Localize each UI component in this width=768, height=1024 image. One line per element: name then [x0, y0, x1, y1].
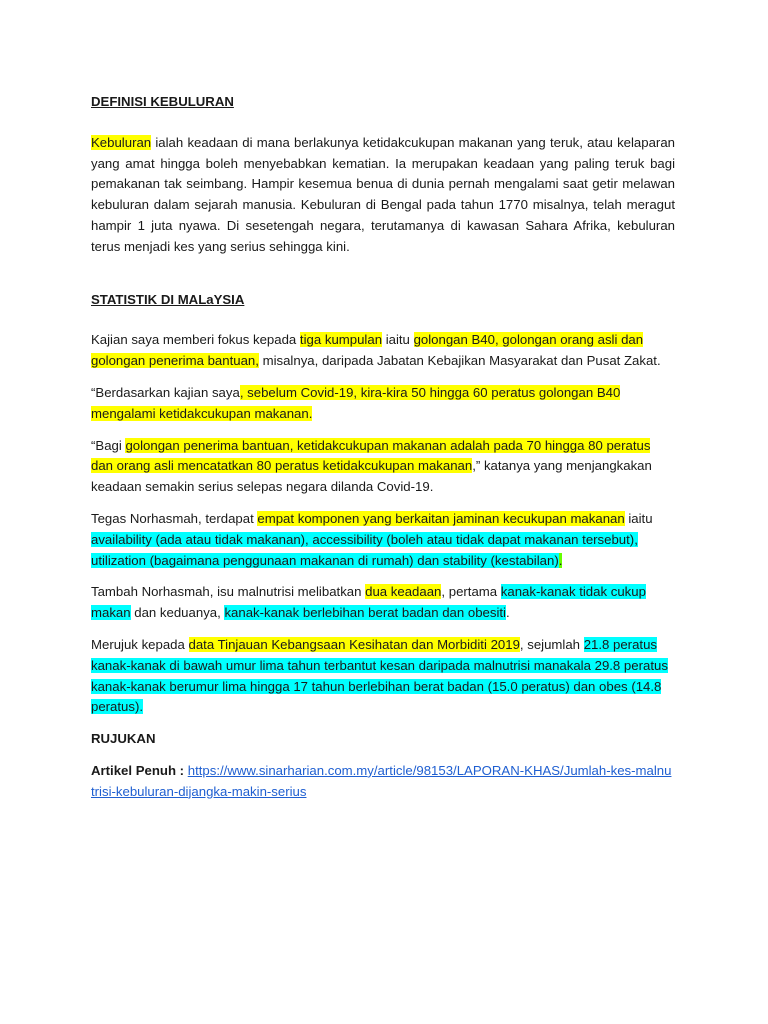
highlight-kebuluran: Kebuluran	[91, 134, 152, 150]
text-run: misalnya, daripada Jabatan Kebajikan Masyarakat dan Pusat Zakat.	[258, 353, 661, 369]
highlight-period: .	[558, 552, 563, 568]
paragraph-tinjauan	[91, 635, 675, 718]
text-run: ,” katanya yang menjangkakan keadaan semakin serius selepas negara dilanda Covid-19.	[91, 458, 652, 495]
heading-rujukan: RUJUKAN	[91, 731, 156, 747]
text-run: iaitu	[382, 332, 414, 348]
article-link[interactable]: https://www.sinarharian.com.my/article/98153/LAPORAN-KHAS/Jumlah-kes-malnutrisi-kebuluran-dijangka-makin-serius	[91, 762, 672, 799]
paragraph-text: ialah keadaan di mana berlakunya ketidakcukupan makanan yang teruk, atau kelaparan yang amat hingga boleh menyebabkan kematian. Ia merupakan keadaan yang paling teruk bagi pemakanan tak seimbang. Hampir kesemua benua di dunia pernah mengalami saat getir melawan kebuluran dalam sejarah manusia. Kebuluran di Bengal pada tahun 1770 misalnya, telah meragut hampir 1 juta nyawa. Di sesetengah negara, terutamanya di kawasan Sahara Afrika, kebuluran terus menjadi kes yang serius sehingga kini.	[91, 134, 675, 254]
highlight-obesiti: kanak-kanak berlebihan berat badan dan obesiti	[224, 605, 506, 621]
highlight-golongan: golongan B40, golongan orang asli dan golongan penerima bantuan,	[91, 332, 644, 369]
paragraph-malnutrisi	[91, 582, 675, 624]
paragraph-definisi	[91, 133, 675, 258]
highlight-tiga-kumpulan: tiga kumpulan	[299, 332, 383, 348]
text-run: .	[506, 605, 510, 621]
paragraph-komponen	[91, 509, 675, 571]
highlight-dua-keadaan: dua keadaan	[365, 584, 442, 600]
text-run: iaitu	[624, 510, 653, 526]
highlight-empat-komponen: empat komponen yang berkaitan jaminan kecukupan makanan	[257, 510, 625, 526]
highlight-b40: , sebelum Covid-19, kira-kira 50 hingga 60 peratus golongan B40 mengalami ketidakcukupan makanan.	[91, 384, 621, 421]
text-run: Kajian saya memberi fokus kepada	[91, 332, 300, 348]
text-run: Tambah Norhasmah, isu malnutrisi melibatkan	[91, 584, 366, 600]
heading-statistik: STATISTIK DI MALaYSIA	[91, 291, 245, 307]
heading-definisi: DEFINISI KEBULURAN	[91, 94, 234, 109]
paragraph-penerima-bantuan	[91, 436, 675, 498]
text-run: Merujuk kepada	[91, 636, 189, 652]
highlight-statistik-kanak: 21.8 peratus kanak-kanak di bawah umur lima tahun terbantut kesan daripada malnutrisi manakala 29.8 peratus kanak-kanak berumur lima hingga 17 tahun berlebihan berat badan (15.0 peratus) dan obes (14.8 peratus).	[91, 636, 668, 715]
artikel-label: Artikel Penuh :	[91, 762, 188, 778]
text-run: dan keduanya,	[130, 605, 225, 621]
highlight-komponen-list: availability (ada atau tidak makanan), accessibility (boleh atau tidak dapat makanan tersebut), utilization (bagaimana penggunaan makanan di rumah) dan stability (kestabilan)	[91, 531, 638, 568]
highlight-tinjauan: data Tinjauan Kebangsaan Kesihatan dan Morbiditi 2019	[188, 636, 520, 652]
paragraph-rujukan	[91, 761, 675, 803]
paragraph-fokus	[91, 330, 675, 372]
document-page	[91, 92, 675, 803]
text-run: “Bagi	[91, 437, 126, 453]
text-run: , sejumlah	[519, 636, 584, 652]
text-run: “Berdasarkan kajian saya	[91, 384, 240, 400]
highlight-tidak-cukup-makan: kanak-kanak tidak cukup makan	[91, 584, 646, 621]
paragraph-b40	[91, 383, 675, 425]
text-run: Tegas Norhasmah, terdapat	[91, 510, 258, 526]
highlight-penerima-bantuan: golongan penerima bantuan, ketidakcukupan makanan adalah pada 70 hingga 80 peratus dan orang asli mencatatkan 80 peratus ketidakcukupan makanan	[91, 437, 651, 474]
text-run: , pertama	[441, 584, 501, 600]
